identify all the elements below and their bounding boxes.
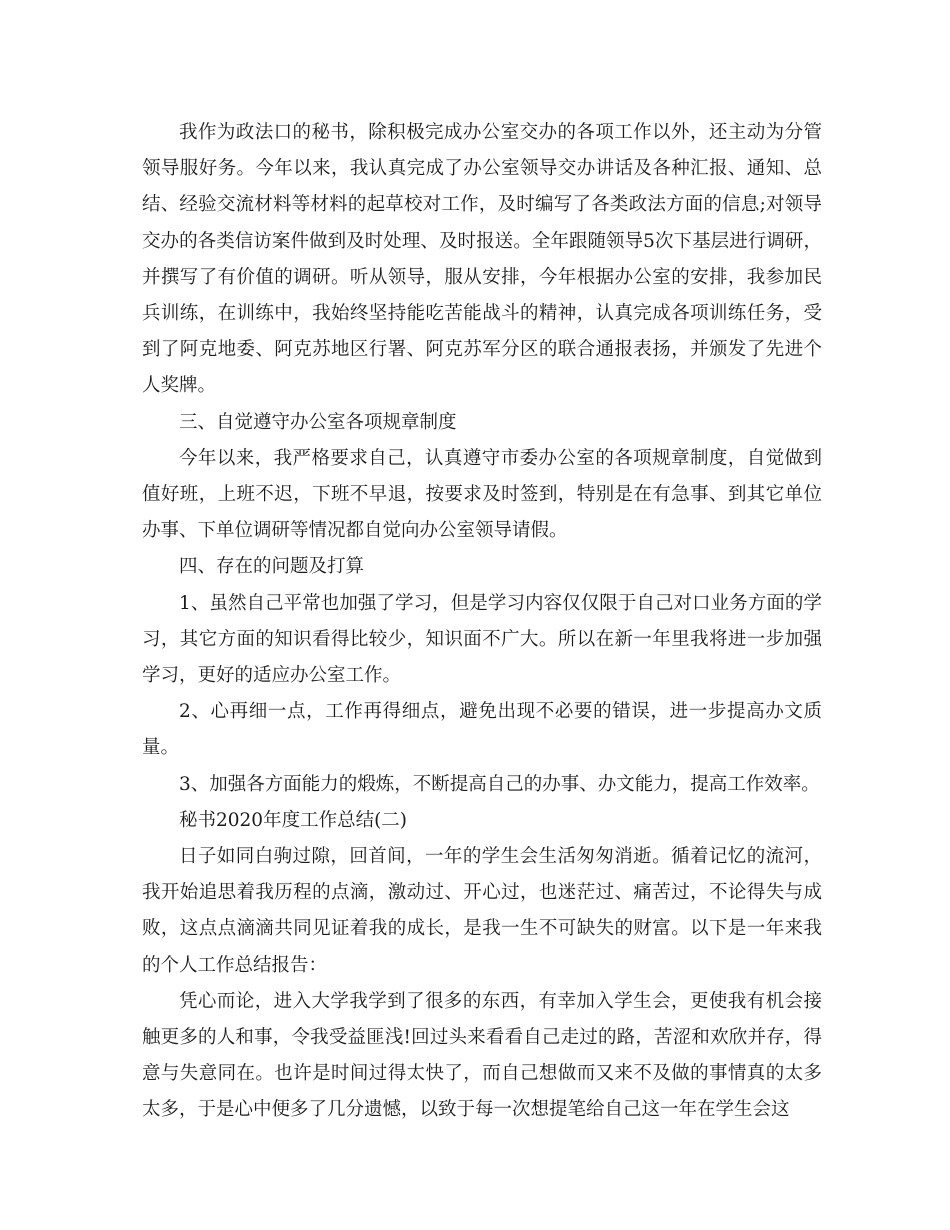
paragraph-rules-compliance: 今年以来，我严格要求自己，认真遵守市委办公室的各项规章制度，自觉做到值好班，上班不迟，下班不早退，按要求及时签到，特别是在有急事、到其它单位办事、下单位调研等情况都自觉向办公室领导请假。 xyxy=(142,447,822,542)
section-heading-rules: 三、自觉遵守办公室各项规章制度 xyxy=(179,411,457,433)
document-body xyxy=(142,115,822,1129)
paragraph-student-union-reflection: 凭心而论，进入大学我学到了很多的东西，有幸加入学生会，更使我有机会接触更多的人和事，令我受益匪浅!回过头来看看自己走过的路，苦涩和欢欣并存，得意与失意同在。也许是时间过得太快了，而自己想做而又来不及做的事情真的太多太多，于是心中便多了几分遗憾，以致于每一次想提笔给自己这一年在学生会这 xyxy=(142,990,822,1121)
document-subtitle: 秘书2020年度工作总结(二) xyxy=(179,809,408,831)
paragraph-problem-2: 2、心再细一点，工作再得细点，避免出现不必要的错误，进一步提高办文质量。 xyxy=(142,701,822,759)
paragraph-student-union-intro: 日子如同白驹过隙，回首间，一年的学生会生活匆匆消逝。循着记忆的流河，我开始追思着我历程的点滴，激动过、开心过，也迷茫过、痛苦过，不论得失与成败，这点点滴滴共同见证着我的成长，是我一生不可缺失的财富。以下是一年来我的个人工作总结报告： xyxy=(142,846,822,976)
paragraph-problem-1: 1、虽然自己平常也加强了学习，但是学习内容仅仅限于自己对口业务方面的学习，其它方面的知识看得比较少，知识面不广大。所以在新一年里我将进一步加强学习，更好的适应办公室工作。 xyxy=(142,592,822,687)
section-heading-problems: 四、存在的问题及打算 xyxy=(179,556,365,578)
paragraph-problem-3: 3、加强各方面能力的煅炼，不断提高自己的办事、办文能力，提高工作效率。 xyxy=(179,773,820,795)
paragraph-secretary-duties: 我作为政法口的秘书，除积极完成办公室交办的各项工作以外，还主动为分管领导服好务。今年以来，我认真完成了办公室领导交办讲话及各种汇报、通知、总结、经验交流材料等材料的起草校对工作，及时编写了各类政法方面的信息;对领导交办的各类信访案件做到及时处理、及时报送。全年跟随领导5次下基层进行调研，并撰写了有价值的调研。听从领导，服从安排，今年根据办公室的安排，我参加民兵训练，在训练中，我始终坚持能吃苦能战斗的精神，认真完成各项训练任务，受到了阿克地委、阿克苏地区行署、阿克苏军分区的联合通报表扬，并颁发了先进个人奖牌。 xyxy=(142,122,822,397)
